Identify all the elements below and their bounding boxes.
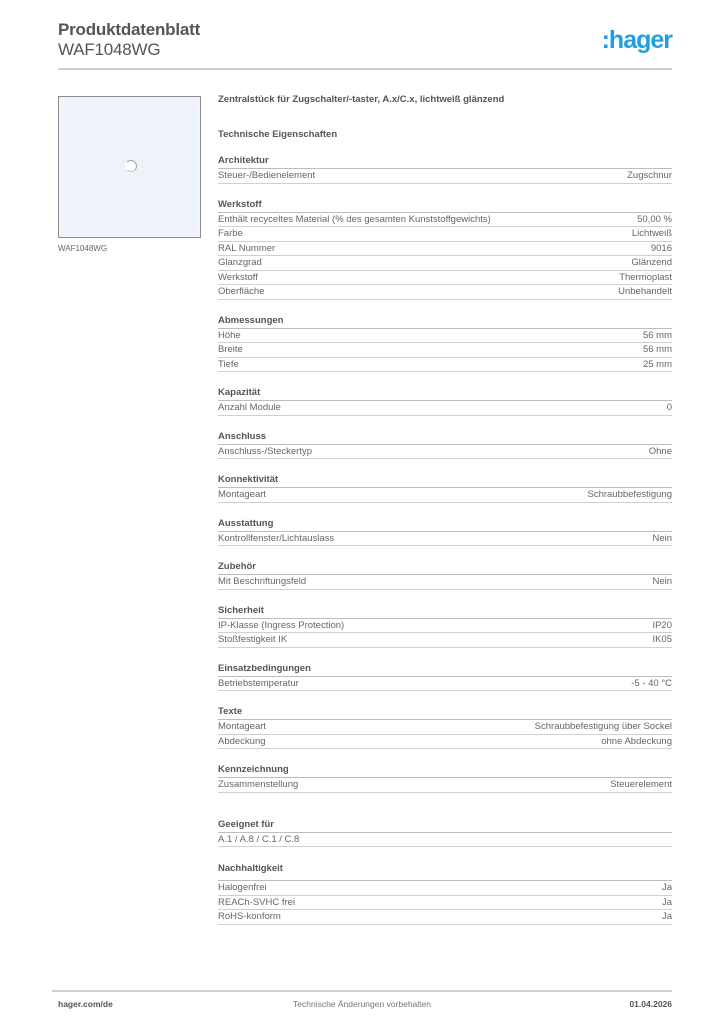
spec-label: Breite [218,344,243,355]
spec-row [218,720,672,735]
spec-label: Anschluss-/Steckertyp [218,445,312,457]
spec-row [218,575,672,590]
spec-label: Betriebstemperatur [218,677,299,689]
spec-row [218,896,672,911]
spec-value: IP20 [652,619,672,631]
spec-row [218,778,672,793]
spec-value: IK05 [652,634,672,645]
footer-divider [52,990,672,992]
section-title: Architektur [218,155,672,169]
spec-row [218,677,672,692]
spec-value: Glänzend [631,257,672,268]
spec-label: Mit Beschriftungsfeld [218,576,307,587]
spec-value: 56 mm [642,329,672,341]
spec-value: Zugschnur [627,170,672,181]
spec-section-architektur [218,155,672,184]
section-title: Abmessungen [218,315,672,329]
spec-value: -5 - 40 °C [631,677,672,689]
suitable-for-section [218,819,672,848]
section-title: Nachhaltigkeit [218,863,672,881]
suitable-for-value: A.1 / A.8 / C.1 / C.8 [218,833,300,845]
spec-label: REACh-SVHC frei [218,896,296,908]
page-header [58,20,672,60]
spec-row [218,633,672,648]
spec-value: Schraubbefestigung über Sockel [534,721,672,732]
spec-value: 50,00 % [637,213,672,225]
spec-row [218,285,672,300]
spec-label: Anzahl Module [218,402,281,413]
spec-value: Steuerelement [610,779,672,790]
product-code: WAF1048WG [58,40,161,59]
spec-row [218,910,672,925]
spec-value: Ohne [648,445,672,457]
spec-value: Thermoplast [619,271,672,283]
section-title: Werkstoff [218,199,672,213]
spec-row [218,169,672,184]
spec-section-anschluss [218,431,672,460]
spec-section-konnektivität [218,474,672,503]
spec-value: Unbehandelt [618,286,672,297]
spec-row [218,213,672,228]
spec-label: Farbe [218,228,243,239]
spec-label: Stoßfestigkeit IK [218,634,288,645]
spec-label: Halogenfrei [218,882,267,893]
document-title: Produktdatenblatt [58,20,201,39]
spec-label: RAL Nummer [218,242,276,254]
section-title: Kennzeichnung [218,764,672,778]
spec-label: Enthält recyceltes Material (% des gesamten Kunststoffgewichts) [218,213,491,225]
spec-sections [218,155,672,793]
spec-row [218,401,672,416]
section-title: Kapazität [218,387,672,401]
footer-disclaimer: Technische Änderungen vorbehalten [293,999,431,1009]
spec-value: Ja [661,896,672,908]
spec-label: Montageart [218,721,267,732]
spec-section-kennzeichnung [218,764,672,793]
footer-date: 01.04.2026 [629,999,672,1009]
spec-value: 56 mm [642,344,672,355]
spec-row [218,619,672,634]
spec-value: Ja [661,911,672,922]
technical-properties-title: Technische Eigenschaften [218,129,338,140]
section-title: Einsatzbedingungen [218,663,672,677]
spec-value: 25 mm [642,358,672,370]
spec-section-sicherheit [218,605,672,648]
spec-row [218,881,672,896]
spec-value: 9016 [650,242,672,254]
spec-row [218,227,672,242]
product-image [58,96,201,238]
spec-row [218,358,672,373]
spec-section-zubehör [218,561,672,590]
spec-row [218,532,672,547]
footer-website-link[interactable]: hager.com/de [58,999,113,1009]
section-title: Geeignet für [218,819,672,833]
spec-row [218,242,672,257]
section-title: Konnektivität [218,474,672,488]
header-divider [58,68,672,70]
spec-value: Nein [652,532,672,544]
spec-section-ausstattung [218,518,672,547]
spec-label: Werkstoff [218,271,258,283]
spec-section-kapazität [218,387,672,416]
product-image-caption: WAF1048WG [58,244,108,253]
section-title: Ausstattung [218,518,672,532]
spec-row [218,445,672,460]
spec-value: Nein [652,576,672,587]
spec-value: 0 [666,402,672,413]
section-title: Texte [218,706,672,720]
spec-label: Abdeckung [218,735,266,747]
cord-hole-icon [125,160,137,172]
spec-row [218,488,672,503]
product-description: Zentralstück für Zugschalter/-taster, A.x/C.x, lichtweiß glänzend [218,94,505,105]
spec-label: Kontrollfenster/Lichtauslass [218,532,335,544]
spec-row [218,833,672,848]
spec-label: Oberfläche [218,286,265,297]
section-title: Anschluss [218,431,672,445]
spec-value: Ja [661,882,672,893]
section-title: Sicherheit [218,605,672,619]
spec-section-texte [218,706,672,749]
spec-label: Zusammenstellung [218,779,299,790]
spec-value: ohne Abdeckung [601,735,672,747]
spec-value: Lichtweiß [631,228,672,239]
spec-label: Steuer-/Bedienelement [218,170,316,181]
spec-label: IP-Klasse (Ingress Protection) [218,619,345,631]
spec-row [218,343,672,358]
spec-label: Höhe [218,329,241,341]
hager-logo: :hager [601,26,672,54]
spec-label: RoHS-konform [218,911,281,922]
spec-section-abmessungen [218,315,672,373]
spec-row [218,329,672,344]
spec-row [218,271,672,286]
spec-row [218,735,672,750]
product-details [218,94,672,925]
spec-label: Montageart [218,489,267,500]
spec-value: Schraubbefestigung [587,489,672,500]
sustainability-section [218,863,672,925]
spec-label: Tiefe [218,358,239,370]
spec-label: Glanzgrad [218,257,262,268]
section-title: Zubehör [218,561,672,575]
spec-section-werkstoff [218,199,672,300]
spec-row [218,256,672,271]
spec-section-einsatzbedingungen [218,663,672,692]
